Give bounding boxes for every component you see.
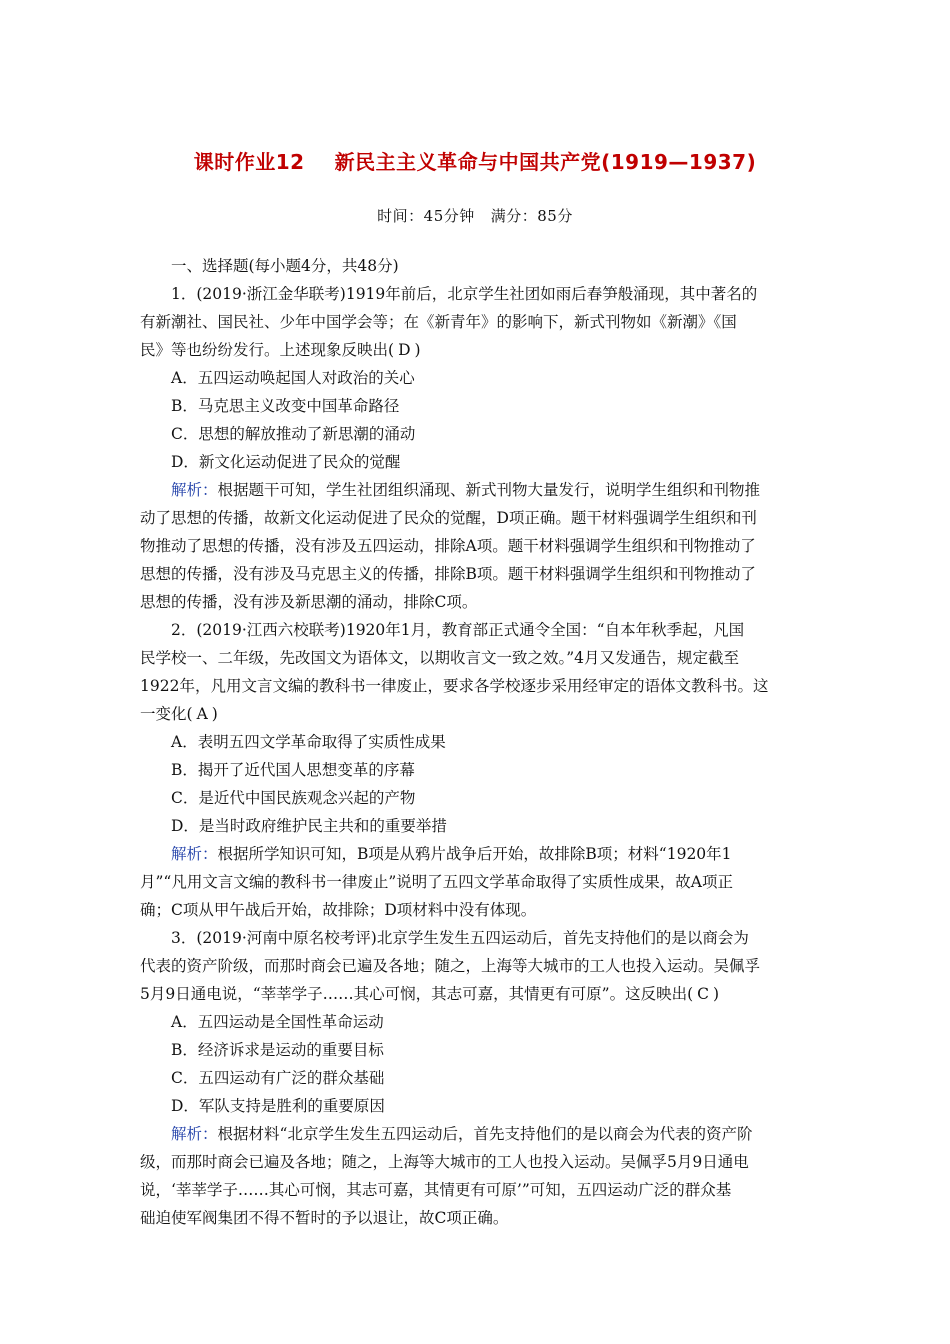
analysis-label: 解析： <box>171 481 218 499</box>
analysis-label: 解析： <box>171 1125 218 1143</box>
option-c: C．是近代中国民族观念兴起的产物 <box>171 789 416 807</box>
analysis-line: 思想的传播，没有涉及新思潮的涌动，排除C项。 <box>140 593 478 611</box>
answer-letter: D <box>398 341 411 359</box>
analysis-first-line: 解析：根据题干可知，学生社团组织涌现、新式刊物大量发行，说明学生组织和刊物推 <box>171 481 761 499</box>
document-body <box>140 252 820 1232</box>
question-stem-last: 民》等也纷纷发行。上述现象反映出( D ) <box>140 336 820 364</box>
option-c: C．五四运动有广泛的群众基础 <box>171 1069 385 1087</box>
analysis-line: 物推动了思想的传播，没有涉及五四运动，排除A项。题干材料强调学生组织和刊物推动了 <box>140 537 756 555</box>
analysis-label: 解析： <box>171 845 218 863</box>
question-stem-last: 5月9日通电说，“莘莘学子……其心可悯，其志可嘉，其情更有可原”。这反映出( C ) <box>140 980 820 1008</box>
option-a: A．五四运动唤起国人对政治的关心 <box>171 369 415 387</box>
analysis-line: 级，而那时商会已遍及各地；随之，上海等大城市的工人也投入运动。吴佩孚5月9日通电 <box>140 1153 749 1171</box>
exam-meta <box>0 205 950 226</box>
option-a: A．表明五四文学革命取得了实质性成果 <box>171 733 446 751</box>
analysis-line: 动了思想的传播，故新文化运动促进了民众的觉醒，D项正确。题干材料强调学生组织和刊 <box>140 509 757 527</box>
option-c: C．思想的解放推动了新思潮的涌动 <box>171 425 416 443</box>
time-limit: 时间：45分钟 <box>377 207 475 225</box>
question-stem-line: 3．(2019·河南中原名校考评)北京学生发生五四运动后，首先支持他们的是以商会为 <box>171 929 749 947</box>
question-stem-line: 有新潮社、国民社、少年中国学会等；在《新青年》的影响下，新式刊物如《新潮》《国 <box>140 313 737 331</box>
answer-letter: A <box>196 705 208 723</box>
question-stem-line: 民学校一、二年级，先改国文为语体文，以期收言文一致之效。”4月又发通告，规定截至 <box>140 649 740 667</box>
question-stem-line: 1．(2019·浙江金华联考)1919年前后，北京学生社团如雨后春笋般涌现，其中著名的 <box>171 285 758 303</box>
question-stem-line: 1922年，凡用文言文编的教科书一律废止，要求各学校逐步采用经审定的语体文教科书。这 <box>140 677 769 695</box>
answer-letter: C <box>697 985 709 1003</box>
option-a: A．五四运动是全国性革命运动 <box>171 1013 384 1031</box>
analysis-line: 确；C项从甲午战后开始，故排除；D项材料中没有体现。 <box>140 901 537 919</box>
analysis-line: 础迫使军阀集团不得不暂时的予以退让，故C项正确。 <box>140 1209 509 1227</box>
question-stem-line: 代表的资产阶级，而那时商会已遍及各地；随之，上海等大城市的工人也投入运动。吴佩孚 <box>140 957 761 975</box>
option-d: D．是当时政府维护民主共和的重要举措 <box>171 817 447 835</box>
option-b: B．经济诉求是运动的重要目标 <box>171 1041 384 1059</box>
option-d: D．军队支持是胜利的重要原因 <box>171 1097 385 1115</box>
analysis-first-line: 解析：根据材料“北京学生发生五四运动后，首先支持他们的是以商会为代表的资产阶 <box>171 1125 753 1143</box>
option-d: D．新文化运动促进了民众的觉醒 <box>171 453 401 471</box>
question-2 <box>140 616 820 924</box>
analysis-first-line: 解析：根据所学知识可知，B项是从鸦片战争后开始，故排除B项；材料“1920年1 <box>171 845 732 863</box>
option-b: B．马克思主义改变中国革命路径 <box>171 397 400 415</box>
question-stem-last: 一变化( A ) <box>140 700 820 728</box>
question-stem-line: 2．(2019·江西六校联考)1920年1月，教育部正式通令全国：“自本年秋季起，凡国 <box>171 621 745 639</box>
analysis-line: 说，‘莘莘学子……其心可悯，其志可嘉，其情更有可原’”可知，五四运动广泛的群众基 <box>140 1181 732 1199</box>
question-1 <box>140 280 820 616</box>
title-left: 课时作业12 <box>193 150 305 174</box>
analysis-line: 思想的传播，没有涉及马克思主义的传播，排除B项。题干材料强调学生组织和刊物推动了 <box>140 565 756 583</box>
title-right: 新民主主义革命与中国共产党(1919—1937) <box>334 150 757 174</box>
page-title <box>0 146 950 175</box>
section-heading: 一、选择题(每小题4分，共48分) <box>171 257 399 275</box>
question-3 <box>140 924 820 1232</box>
analysis-line: 月”“凡用文言文编的教科书一律废止”说明了五四文学革命取得了实质性成果，故A项正 <box>140 873 733 891</box>
full-score: 满分：85分 <box>490 207 573 225</box>
option-b: B．揭开了近代国人思想变革的序幕 <box>171 761 415 779</box>
